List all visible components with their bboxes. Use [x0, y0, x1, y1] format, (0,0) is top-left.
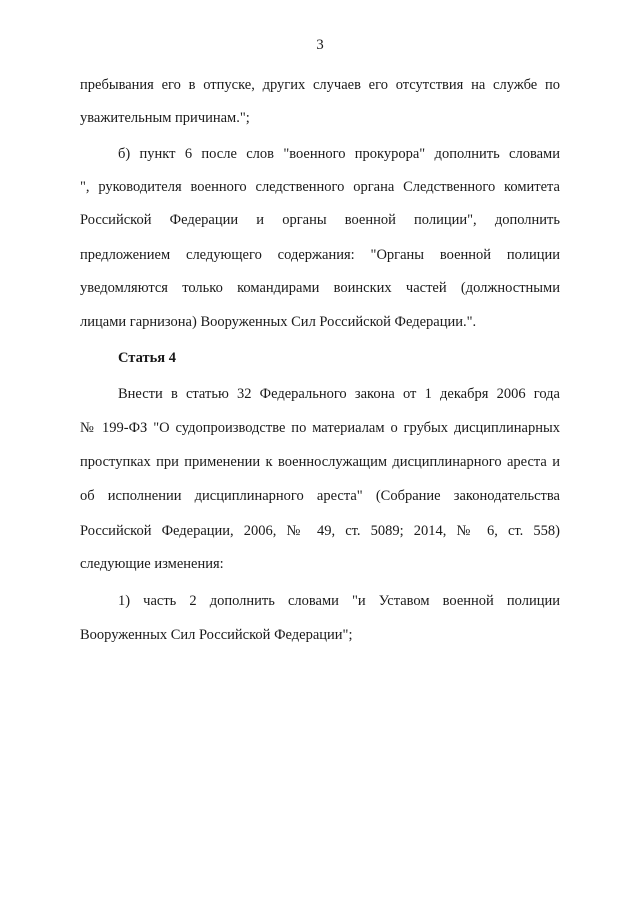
paragraph-line: пребывания его в отпуске, других случаев его отсутствия на службе по [80, 77, 560, 93]
paragraph-line: уведомляются только командирами воинских частей (должностными [80, 280, 560, 296]
paragraph-line: № 199-ФЗ "О судопроизводстве по материалам о грубых дисциплинарных [80, 420, 560, 436]
paragraph-line: уважительным причинам."; [80, 110, 250, 126]
article-heading: Статья 4 [118, 350, 176, 366]
paragraph-line: следующие изменения: [80, 556, 224, 572]
paragraph-line: 1) часть 2 дополнить словами "и Уставом военной полиции [118, 593, 560, 609]
paragraph-line: Российской Федерации, 2006, № 49, ст. 5089; 2014, № 6, ст. 558) [80, 523, 560, 539]
paragraph-line: Вооруженных Сил Российской Федерации"; [80, 627, 353, 643]
paragraph-line: б) пункт 6 после слов "военного прокурора" дополнить словами [118, 146, 560, 162]
paragraph-line: Российской Федерации и органы военной полиции", дополнить [80, 212, 560, 228]
paragraph-line: лицами гарнизона) Вооруженных Сил Российской Федерации.". [80, 314, 477, 330]
paragraph-line: Внести в статью 32 Федерального закона от 1 декабря 2006 года [118, 386, 560, 402]
paragraph-line: ", руководителя военного следственного органа Следственного комитета [80, 179, 560, 195]
paragraph-line: об исполнении дисциплинарного ареста" (Собрание законодательства [80, 488, 560, 504]
paragraph-line: предложением следующего содержания: "Органы военной полиции [80, 247, 560, 263]
page-number: 3 [316, 37, 324, 53]
paragraph-line: проступках при применении к военнослужащим дисциплинарного ареста и [80, 454, 560, 470]
